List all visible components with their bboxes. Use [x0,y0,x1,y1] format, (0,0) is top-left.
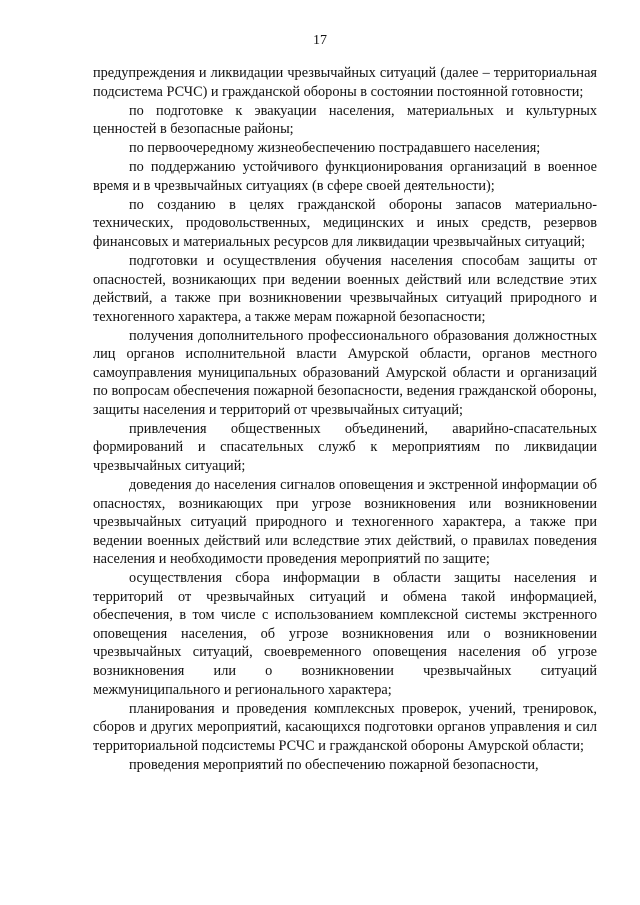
paragraph: по подготовке к эвакуации населения, материальных и культурных ценностей в безопасные районы; [93,102,597,138]
paragraph: планирования и проведения комплексных проверок, учений, тренировок, сборов и других мероприятий, касающихся подготовки органов управления и сил территориальной подсистемы РСЧС и гражданской обороны Амурской области; [93,700,597,754]
paragraph: получения дополнительного профессионального образования должностных лиц органов исполнительной власти Амурской области, органов местного самоуправления муниципальных образований Амурской области и организаций по вопросам обеспечения пожарной безопасности, ведения гражданской обороны, защиты населения и территорий от чрезвычайных ситуаций; [93,327,597,418]
paragraph: привлечения общественных объединений, аварийно-спасательных формирований и спасательных служб к мероприятиям по ликвидации чрезвычайных ситуаций; [93,420,597,474]
page-number: 17 [313,33,327,48]
paragraph: по первоочередному жизнеобеспечению пострадавшего населения; [129,140,541,157]
paragraph: осуществления сбора информации в области защиты населения и территорий от чрезвычайных ситуаций и обмена такой информацией, обеспечения, в том числе с использованием комплексной системы экстренного оповещения населения, об угрозе возникновения или о возникновении чрезвычайных ситуаций, своевременного оповещения населения об угрозе возникновения или о возникновении чрезвычайных ситуаций межмуниципального и регионального характера; [93,570,597,698]
paragraph: подготовки и осуществления обучения населения способам защиты от опасностей, возникающих при ведении военных действий или вследствие этих действий, а также при возникновении чрезвычайных ситуаций природного и техногенного характера, а также мерам пожарной безопасности; [93,252,597,325]
paragraph: по поддержанию устойчивого функционирования организаций в военное время и в чрезвычайных ситуациях (в сфере своей деятельности); [93,159,597,194]
paragraph: проведения мероприятий по обеспечению пожарной безопасности, [129,756,539,773]
paragraph-continuation: предупреждения и ликвидации чрезвычайных ситуаций (далее – территориальная подсистема РСЧС) и гражданской обороны в состоянии постоянной готовности; [93,65,597,100]
document-body [93,64,597,775]
paragraph: по созданию в целях гражданской обороны запасов материально-технических, продовольственных, медицинских и иных средств, резервов финансовых и материальных ресурсов для ликвидации чрезвычайных ситуаций; [93,196,597,250]
paragraph: доведения до населения сигналов оповещения и экстренной информации об опасностях, возникающих при угрозе возникновения или возникновении чрезвычайных ситуаций природного и техногенного характера, а также при ведении военных действий или вследствие этих действий, о правилах поведения населения и необходимости проведения мероприятий по защите; [93,477,597,568]
